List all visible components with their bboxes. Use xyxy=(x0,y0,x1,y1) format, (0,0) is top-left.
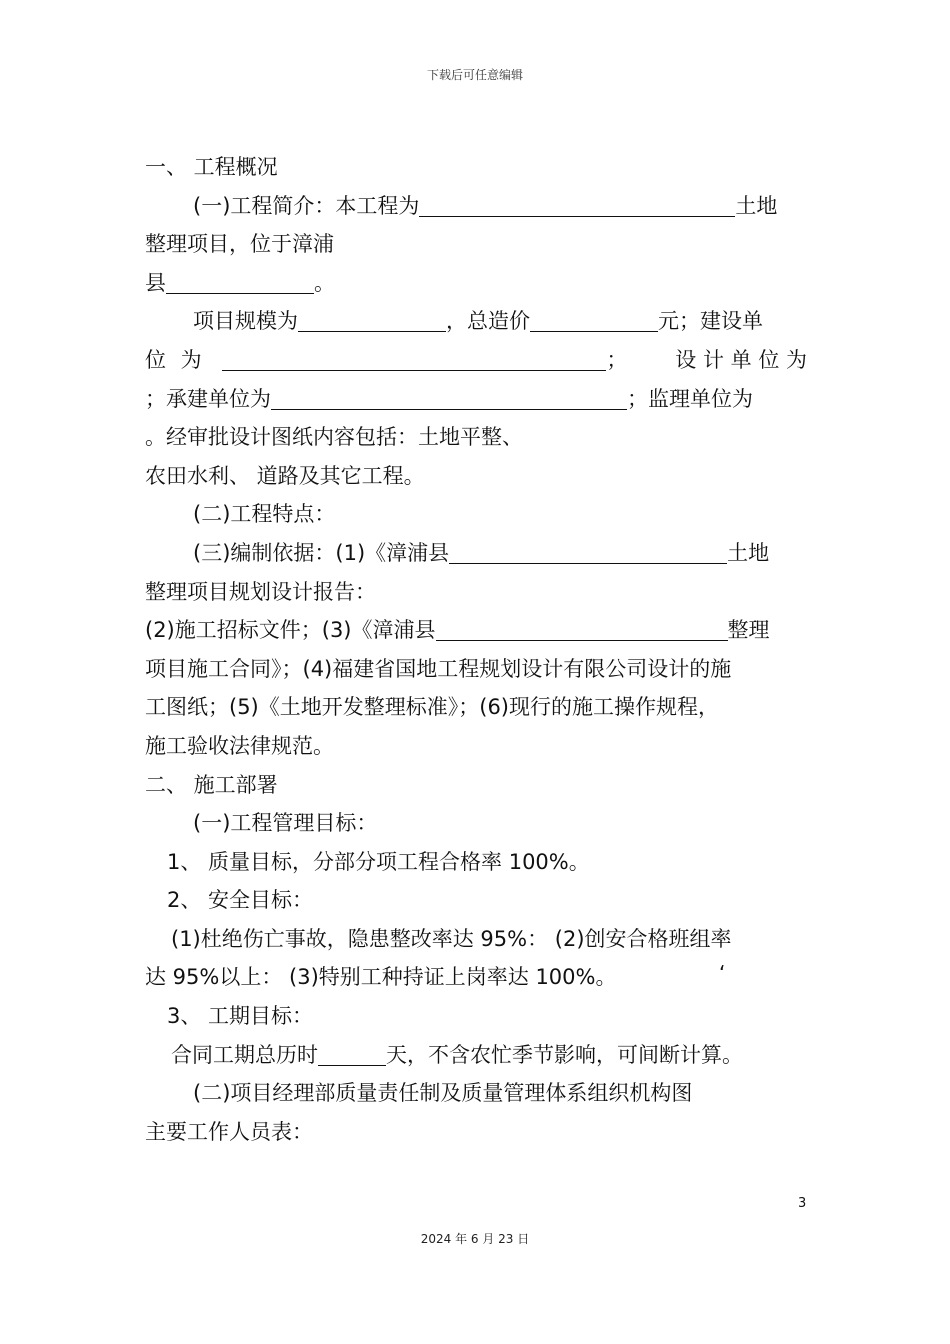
paragraph-intro: (一)工程简介：本工程为 土地 xyxy=(193,193,778,218)
paragraph-scale: 项目规模为 ，总造价 元；建设单 xyxy=(193,309,763,334)
paragraph-basis-list-3: 工图纸；(5)《土地开发整理标准》；(6)现行的施工操作规程， xyxy=(145,695,719,720)
blank-basis-name xyxy=(449,541,727,564)
page-number: 3 xyxy=(798,1196,807,1211)
goal-safety: 2、 安全目标： xyxy=(167,888,314,913)
blank-contract-name xyxy=(436,618,728,641)
stray-mark: ‘ xyxy=(719,961,726,986)
safety-items: (1)杜绝伤亡事故，隐患整改率达 95%： (2)创安合格班组率 xyxy=(171,926,732,951)
blank-scale xyxy=(298,309,446,332)
goal-schedule: 3、 工期目标： xyxy=(167,1004,314,1029)
paragraph-basis-cont: 整理项目规划设计报告： xyxy=(145,579,376,604)
blank-duration xyxy=(318,1043,386,1066)
paragraph-basis-list-2: 项目施工合同》；(4)福建省国地工程规划设计有限公司设计的施 xyxy=(145,656,732,681)
section-title-2: 二、 施工部署 xyxy=(145,772,278,797)
paragraph-staff-table: 主要工作人员表： xyxy=(145,1119,313,1144)
blank-project-name xyxy=(419,194,735,217)
section-title-1: 一、 工程概况 xyxy=(145,155,278,179)
paragraph-drawings-cont: 农田水利、 道路及其它工程。 xyxy=(145,463,425,488)
paragraph-contractor: ；承建单位为 ；监理单位为 xyxy=(145,386,753,411)
schedule-detail: 合同工期总历时 天，不含农忙季节影响，可间断计算。 xyxy=(171,1042,743,1067)
page-footer-date: 2024 年 6 月 23 日 xyxy=(420,1232,530,1246)
paragraph-intro-cont2: 县 。 xyxy=(145,270,335,295)
goal-quality: 1、 质量目标，分部分项工程合格率 100%。 xyxy=(167,849,590,874)
page-header: 下载后可任意编辑 xyxy=(426,68,523,82)
paragraph-basis: (三)编制依据：(1)《漳浦县 土地 xyxy=(193,540,770,565)
paragraph-basis-list: (2)施工招标文件；(3)《漳浦县 整理 xyxy=(145,618,770,643)
blank-location xyxy=(166,271,314,294)
paragraph-org-chart: (二)项目经理部质量责任制及质量管理体系组织机构图 xyxy=(193,1081,693,1106)
blank-total-cost xyxy=(530,309,658,332)
paragraph-drawings: 。经审批设计图纸内容包括：土地平整、 xyxy=(145,425,523,450)
paragraph-intro-cont: 整理项目，位于漳浦 xyxy=(145,232,334,257)
document-body xyxy=(145,148,807,1151)
paragraph-goals: (一)工程管理目标： xyxy=(193,811,378,836)
paragraph-basis-list-4: 施工验收法律规范。 xyxy=(145,733,334,758)
paragraph-features: (二)工程特点： xyxy=(193,502,336,527)
safety-items-cont: 达 95%以上： (3)特别工种持证上岗率达 100%。 ‘ xyxy=(145,958,807,997)
paragraph-construction-unit: 位 为 ； 设 计 单 位 为 xyxy=(145,347,807,372)
blank-contractor xyxy=(271,387,627,410)
blank-construction-unit xyxy=(222,348,606,371)
